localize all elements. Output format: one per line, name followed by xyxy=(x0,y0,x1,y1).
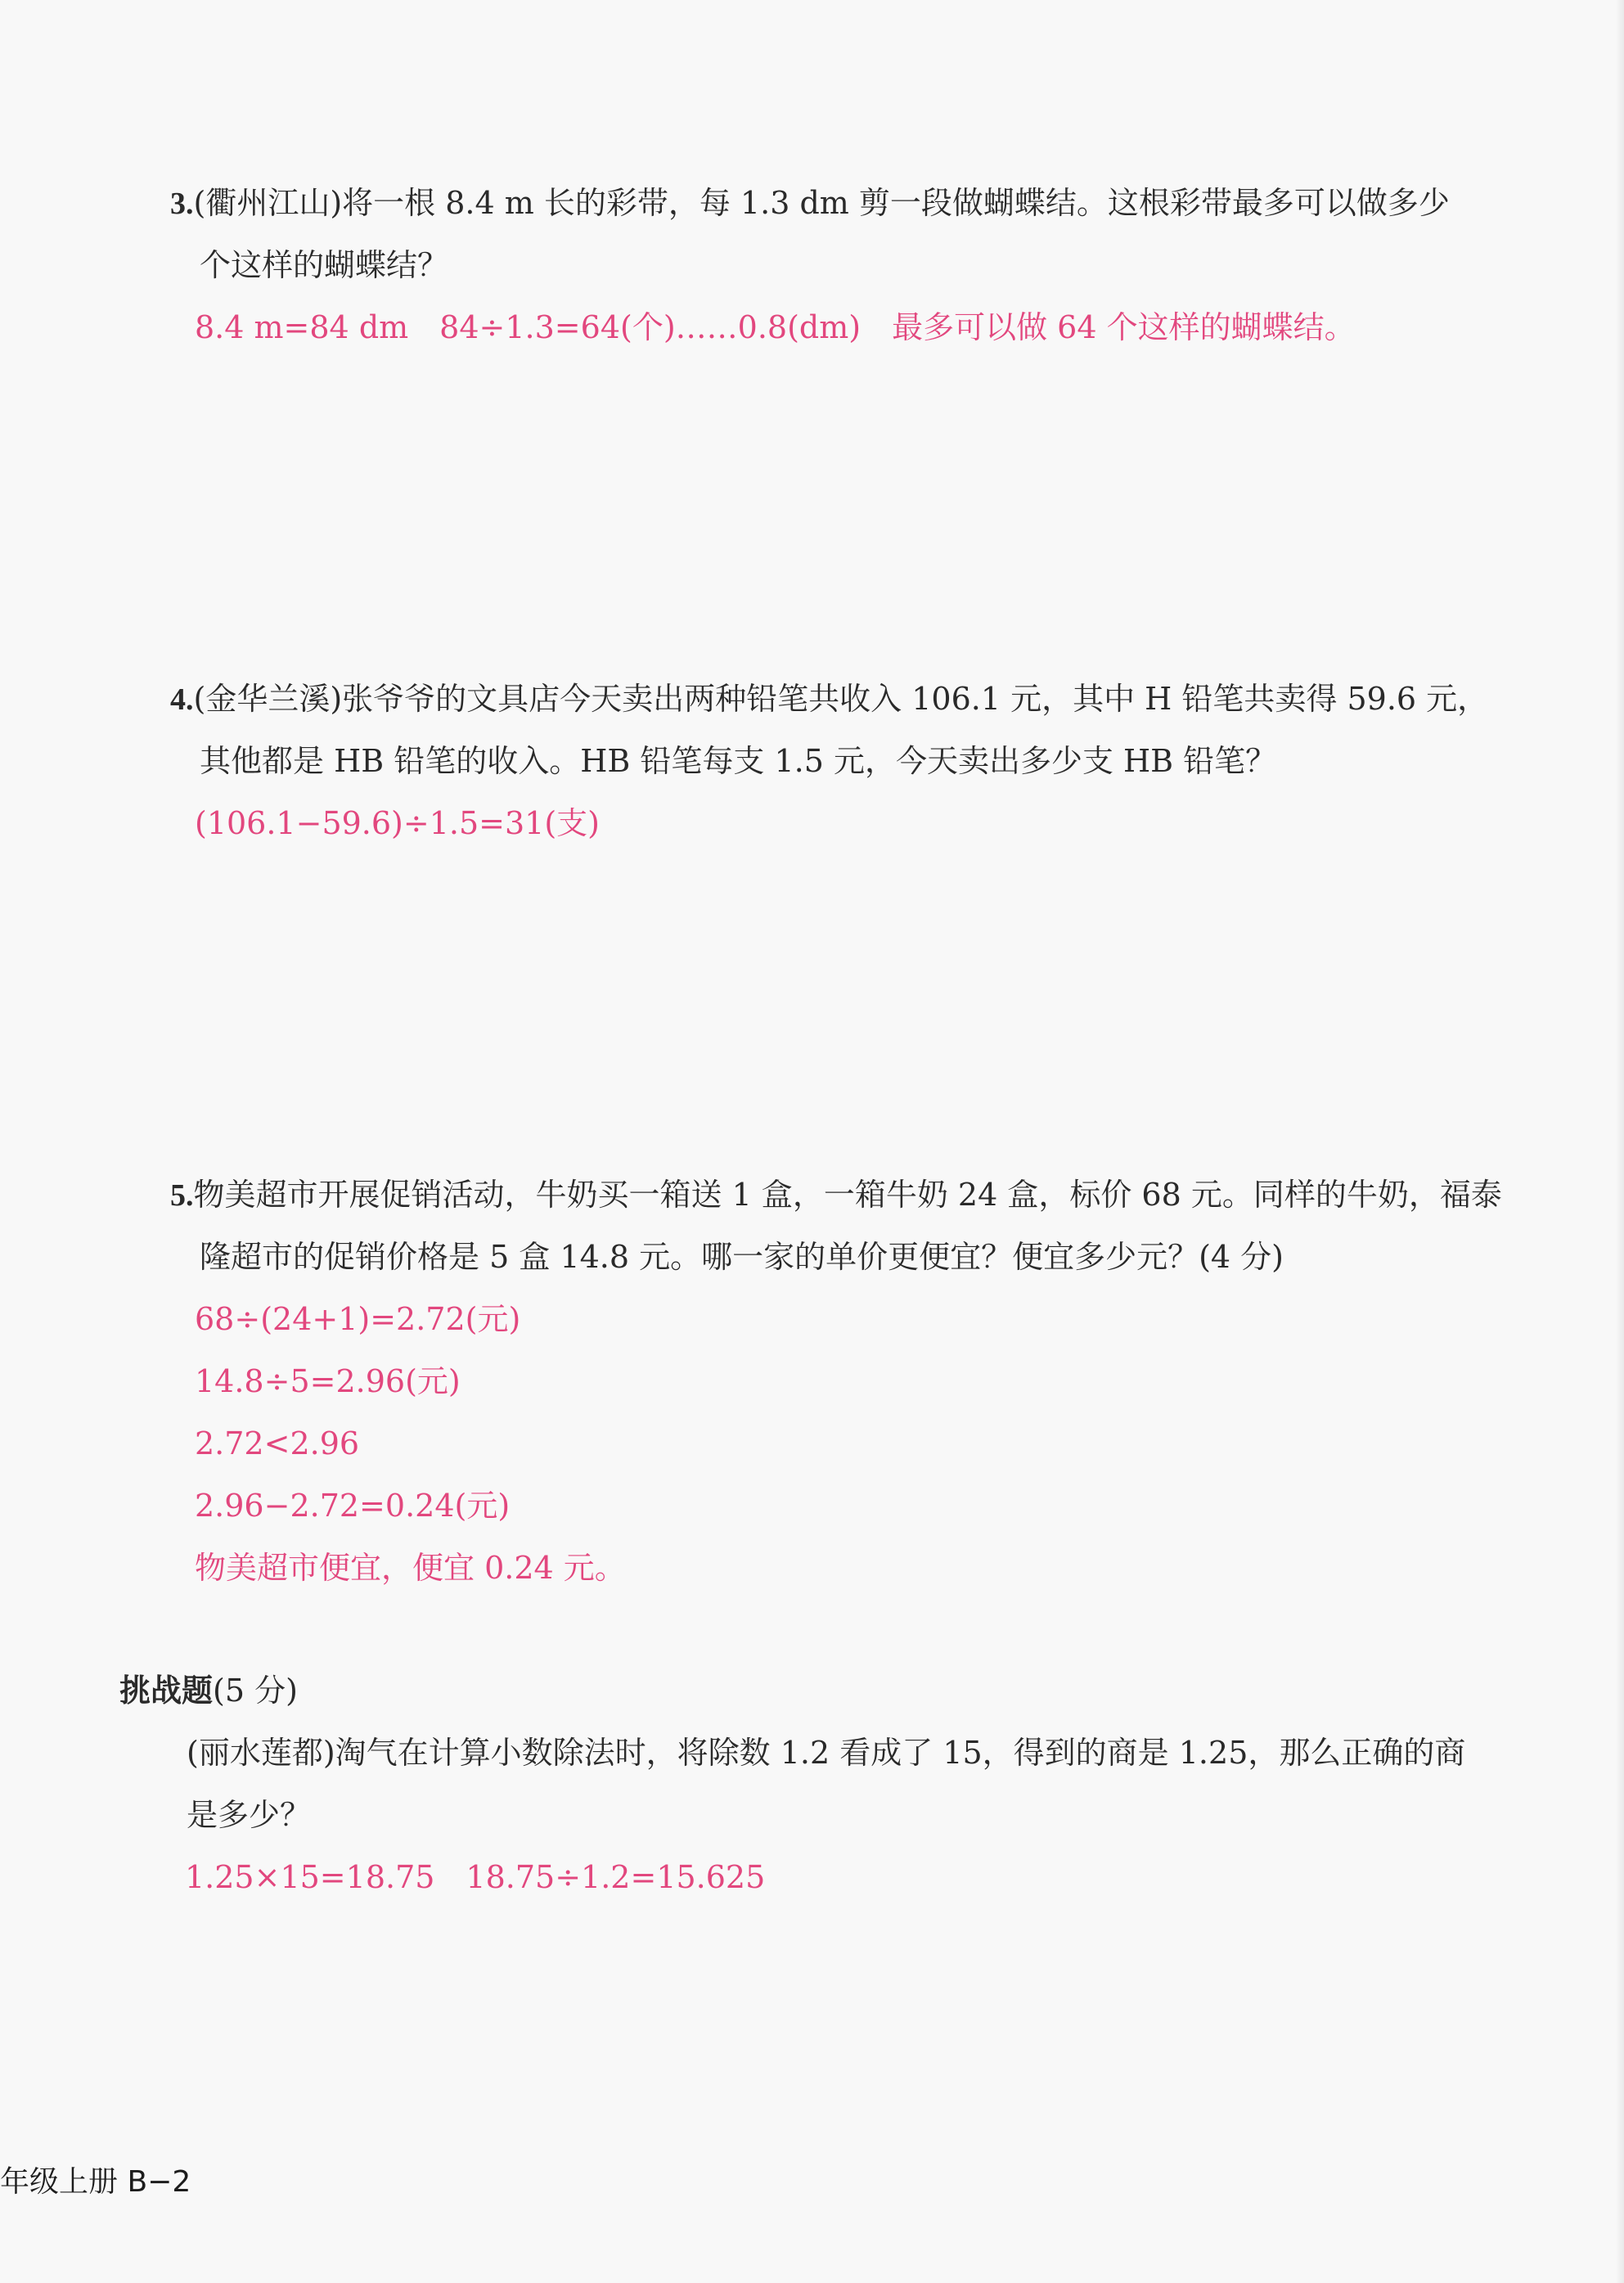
problem-number: 5. xyxy=(170,1178,194,1213)
problem-5-answer-line-5: 物美超市便宜，便宜 0.24 元。 xyxy=(195,1550,626,1586)
problem-5-answer-line-1: 68÷(24+1)=2.72(元) xyxy=(195,1301,521,1337)
challenge-line-1: (丽水莲都)淘气在计算小数除法时，将除数 1.2 看成了 15，得到的商是 1.25，那么正确的商 xyxy=(187,1735,1466,1771)
problem-3-line-2: 个这样的蝴蝶结？ xyxy=(200,247,449,283)
problem-4-line-2: 其他都是 HB 铅笔的收入。HB 铅笔每支 1.5 元，今天卖出多少支 HB 铅笔？ xyxy=(200,743,1277,779)
problem-text: 物美超市开展促销活动，牛奶买一箱送 1 盒，一箱牛奶 24 盒，标价 68 元。同样的牛奶，福泰 xyxy=(193,1177,1502,1213)
problem-5-line-1 xyxy=(170,1175,1502,1215)
problem-5-line-2: 隆超市的促销价格是 5 盒 14.8 元。哪一家的单价更便宜？便宜多少元？(4 分) xyxy=(200,1239,1284,1275)
page-edge-shadow xyxy=(1616,0,1624,2283)
challenge-line-2: 是多少？ xyxy=(187,1797,312,1833)
problem-text: (衢州江山)将一根 8.4 m 长的彩带，每 1.3 dm 剪一段做蝴蝶结。这根彩带最多可以做多少 xyxy=(193,185,1450,221)
problem-5-answer-line-3: 2.72<2.96 xyxy=(195,1425,360,1461)
problem-5-answer-line-4: 2.96−2.72=0.24(元) xyxy=(195,1488,511,1524)
problem-4-answer-line-1: (106.1−59.6)÷1.5=31(支) xyxy=(195,805,601,841)
problem-text: (金华兰溪)张爷爷的文具店今天卖出两种铅笔共收入 106.1 元，其中 H 铅笔共卖得 59.6 元， xyxy=(193,681,1489,717)
problem-number: 4. xyxy=(170,682,194,717)
challenge-title: 挑战题 xyxy=(119,1672,214,1709)
page-footer xyxy=(0,2164,191,2201)
challenge-points: (5 分) xyxy=(213,1673,298,1709)
problem-3-line-1 xyxy=(170,183,1450,223)
challenge-answer-line-1: 1.25×15=18.75 18.75÷1.2=15.625 xyxy=(185,1859,766,1895)
footer-grade-label: 年级上册 xyxy=(0,2165,119,2199)
page-number: B−2 xyxy=(127,2165,191,2199)
problem-4-line-1 xyxy=(170,679,1488,719)
problem-number: 3. xyxy=(170,187,194,221)
problem-5-answer-line-2: 14.8÷5=2.96(元) xyxy=(195,1363,461,1399)
challenge-heading xyxy=(119,1671,298,1710)
problem-3-answer-line-1: 8.4 m=84 dm 84÷1.3=64(个)……0.8(dm) 最多可以做 64 个这样的蝴蝶结。 xyxy=(195,309,1356,345)
